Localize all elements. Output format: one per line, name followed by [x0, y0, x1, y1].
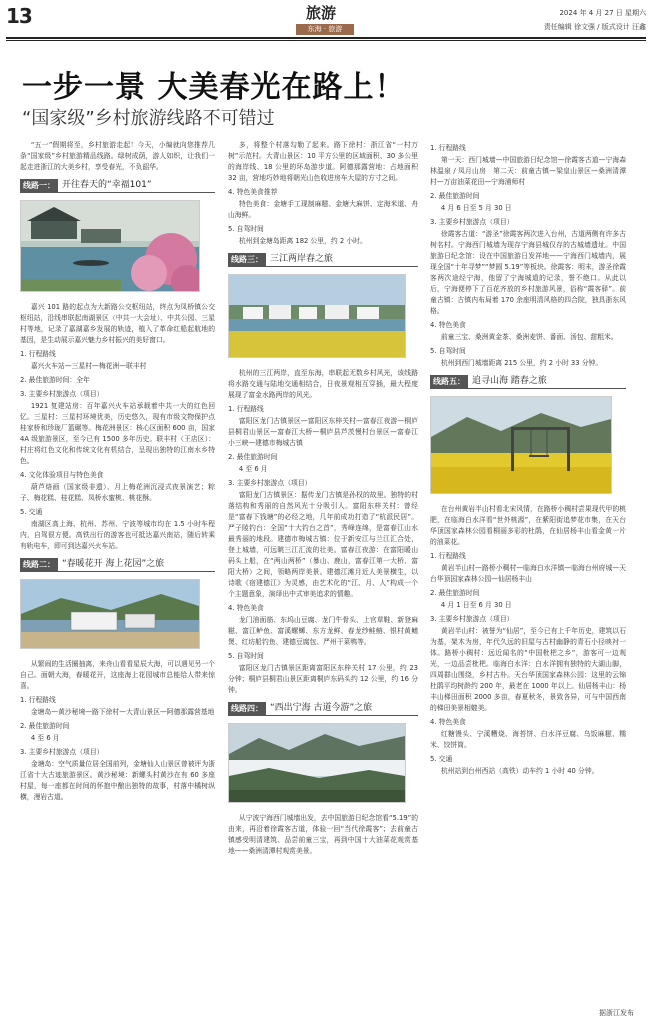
route-heading — [228, 702, 418, 716]
route-title: 开往春天的“幸福101” — [58, 179, 215, 193]
article-title: 一步一景 大美春光在路上！ — [22, 70, 406, 105]
item-heading: 2. 最佳旅游时间：全年 — [20, 376, 90, 384]
item-heading: 4. 文化体验项目与特色美食 — [20, 471, 104, 479]
route-heading — [228, 253, 418, 267]
item-heading: 3. 主要乡村旅游点（项目） — [20, 748, 104, 756]
route-intro: 在台州黄岩半山村看北宋风情，在路桥小稠村尝果现代甲的桃肥，在临海白水洋看“世外桃源”，在紫阳街追梦花市集，在天台华顶国家森林公园看桐丽多彩的杜鹃，在仙居杨丰山看金黄一片的油菜花。 — [430, 505, 626, 546]
intro-paragraph: “五一”假期将至，乡村旅游走起！今天，小编就向您推荐几条“国家级”乡村旅游精品线路。绿树成荫，游人如织，让我们一起走进浙江的大美乡村，享受春光，不负韶华。 — [20, 141, 215, 171]
route-tag: 线路五： — [430, 375, 468, 389]
item-heading: 1. 行程路线 — [20, 696, 56, 704]
item-text: 1921 复建站房：百年嘉兴火车站承载着中共一大的红色回忆。三星村：三星村环境优美，历史悠久，现有市级文物保护点桂家桥和珍珑厂篮碾等。梅花洲景区：核心区面积 600 亩，国家 4A 级旅游景区，至今已有 1500 多年历史。联丰村（王店区）：村庄将红色文化和传统文化有机结合，呈现出独特的江南水乡特色。 — [20, 402, 215, 465]
item-heading: 3. 主要乡村旅游点（项目） — [20, 390, 104, 398]
item-heading: 3. 主要乡村旅游点（项目） — [228, 479, 312, 487]
column-3 — [430, 140, 626, 779]
route-heading — [20, 558, 215, 572]
route5-photo — [430, 396, 612, 494]
route-intro: 嘉兴 101 路的起点为大新路公交枢纽站，终点为凤桥镇公交枢纽站，沿线串联起南湖景区（中共一大会址）、中共公园、三星村等地，记录了嘉湖嘉乡发展的轨迹，植入了革命红船起航地的基因，是生动展示嘉兴魅力乡村振兴的美好窗口。 — [20, 303, 215, 344]
route-title: “西出宁海 古道今游”之旅 — [266, 702, 418, 716]
item-heading: 5. 交通 — [430, 755, 453, 763]
route-tag: 线路一： — [20, 179, 58, 193]
editor-credits: 责任编辑 徐文强 / 版式设计 汪鑫 — [543, 23, 646, 31]
item-text: 黄岩半山村：被誉为“仙居”，至今已有上千年历史，建筑以石为基，架木为房，年代久远的旧屋与古村幽静的青石小径映衬一体。路桥小稠村：远近闻名的“中国枇杷之乡”，游客可一边观光，一边品尝枇杷。临海白水洋：白水洋拥有独特的大湖山脚，四周群山围绕，乡村古朴。天台华顶国家森林公园：这里的云锦杜鹃平均树龄约 200 年，最老在 1000 年以上。仙居杨丰山：杨丰山梯田面积 2000 多亩，春夏秋冬，景致各异，可与中国西南的梯田美景相媲美。 — [430, 627, 626, 712]
item-heading: 1. 行程路线 — [430, 552, 466, 560]
route-intro: 从宁波宁海西门城墙出发，去中国旅游日纪念馆看“5.19”的由来，再沿着徐霞客古道，体验一回“当代徐霞客”；去前童古镇感受明清建筑、品尝前童三宝，再到中国十大油菜花观赏基地——桑洲清潭村观赏美景。 — [228, 814, 418, 855]
item-heading: 2. 最佳旅游时间 — [20, 722, 70, 730]
item-heading: 2. 最佳旅游时间 — [228, 453, 278, 461]
route-intro: 杭州的三江两岸，直至东海，串联起无数乡村风光，该线路将水路交通与陆地交通相结合，日夜景观相互穿插，最大程度展现了富金水路两岸的风光。 — [228, 369, 418, 399]
item-heading: 4. 特色美食 — [430, 718, 466, 726]
item-text: 徐霞客古道：“游圣”徐霞客两次进入台州，古道两侧有许多古树名村。宁海西门城墙为现存宁海县城仅存的古城墙遗址。中国旅游日纪念馆：设在中国旅游日发祥地——宁海西门城墙内，展现全国“十年寻梦”“梦圆 5.19”等板块。徐霞客：明末，游圣徐霞客两次途经宁海，他留了宁海城道的记录，誉不绝口。从此以后，宁海便停下了百花齐放的乡村旅游风景，俗称“霞客驿”。前童古镇：古镇内布局着 170 余座明清风格的四合院，独具浙东风格。 — [430, 230, 626, 315]
continued-text: 多，将整个村落勾勒了起来。路下徐村：浙江省“一村万树”示范村。大青山景区：10 平方公里的区域面积、30 多公里的海岸线、18 公里的环岛游步道。阿德那露营地：占地面积 32 亩，营地巧妙地将朝光山色收进房车大屋的方寸之间。 — [228, 141, 418, 182]
byline: 据浙江发布 — [599, 1009, 634, 1017]
route-heading — [430, 375, 626, 389]
item-text: 金塘岛：空气质量位居全国前列，金塘仙人山景区曾被评为浙江省十大古迹旅游景区。黄沙秘境：新螺头村黄沙在有 60 多座村屋，每一座都在时间的怀抱中酿出独特的故事，村落中橘树纵横，漫岩古道。 — [20, 760, 215, 801]
item-text: 红糖馒头、宁溪糟烧、海苔饼、白水洋豆腐、乌饭麻糍、糯米、饺饼筒。 — [430, 730, 626, 749]
item-text: 富阳区龙门古镇景区距离富阳区东梓关村 17 公里，约 23 分钟；桐庐县桐君山景区距离桐庐东码头约 12 公里，约 16 分钟。 — [228, 664, 418, 694]
item-text: 南湖区高上海、杭州、苏州、宁波等城市均在 1.5 小时车程内，自驾很方便。高铁出行的游客也可抵达嘉兴南站，随后转乘有轨电车，即可到达嘉兴火车站。 — [20, 520, 215, 550]
item-heading: 1. 行程路线 — [430, 144, 466, 152]
route4-photo — [228, 723, 406, 803]
item-text: 杭州到西门城墙距离 215 公里，约 2 小时 33 分钟。 — [440, 359, 603, 367]
route-tag: 线路三： — [228, 253, 266, 267]
issue-date: 2024 年 4 月 27 日 星期六 — [559, 9, 646, 17]
item-text: 前童三宝、桑洲黄金茶、桑洲麦饼、番面、汤包、甜粗米。 — [440, 333, 618, 341]
section-logo: 东海 · 旅游 — [296, 24, 354, 35]
item-text: 富阳龙门古镇景区：据传龙门古镇是孙权的故里。独特的村落结构和秀丽的自然风光十分吸引人。富阳东梓关村：曾经是“富春下钱塘”的必经之地，几年前成功打造了“杭派民居”。严子陵钓台：全国“十大钓台之首”，秀峰连绵，是富春江山水最秀丽的地段。建德市梅城古镇：位于新安江与兰江汇合处，登上城墙，可远眺三江汇流的壮美。富春江夜游：在富阳暖山码头上船，在“两山两桥”（暴山、鹿山，富春江第一大桥、富阳大桥）之间，领略两岸美景。建德江滩月近人美景横生，以诗歌《宿建德江》为灵感，由艺术化的“江、月、人”构成一个个主题意象，演绎出中式审美追求的情趣。 — [228, 491, 418, 598]
header-rule — [6, 37, 646, 39]
item-text: 富阳区龙门古镇景区—富阳区东梓关村—富春江夜游—桐庐县桐君山景区—富春江大桥—桐庐县芦茨慢村台景区—富春江小三峡—建德市梅城古镇 — [228, 417, 418, 447]
item-text: 4 月 1 日至 6 月 30 日 — [440, 601, 512, 609]
column-1 — [20, 140, 215, 805]
route-tag: 线路四： — [228, 702, 266, 716]
item-heading: 2. 最佳旅游时间 — [430, 589, 480, 597]
item-text: 杭州到金塘岛距离 182 公里，约 2 小时。 — [238, 237, 367, 245]
item-text: 特色美食：金塘手工现制麻糍、金塘大麻饼、定海米道、舟山海鲜。 — [228, 200, 418, 219]
route2-photo — [20, 579, 200, 649]
item-heading: 4. 特色美食推荐 — [228, 188, 278, 196]
route3-photo — [228, 274, 406, 358]
route-intro: 从繁闹的生活圈抽离，来舟山看看星辰大海，可以遇见另一个自己。面朝大海，春暖花开，这座海上花园城市总能给人带来惊喜。 — [20, 660, 215, 690]
item-heading: 3. 主要乡村旅游点（项目） — [430, 615, 514, 623]
route-title: “春暖花开 海上花园”之旅 — [58, 558, 215, 572]
item-heading: 5. 自驾时间 — [228, 652, 264, 660]
item-heading: 4. 特色美食 — [228, 604, 264, 612]
column-2 — [228, 140, 418, 859]
route-tag: 线路二： — [20, 558, 58, 572]
item-text: 黄岩半山村—路桥小稠村—临海白水洋镇—临海台州府城—天台华顶国家森林公园—仙居杨丰山 — [430, 564, 626, 583]
item-heading: 3. 主要乡村旅游点（项目） — [430, 218, 514, 226]
item-heading: 2. 最佳旅游时间 — [430, 192, 480, 200]
item-text: 4 至 6 月 — [30, 734, 60, 742]
route1-photo — [20, 200, 200, 292]
page-number: 13 — [6, 4, 32, 28]
item-text: 嘉兴火车站—三星村—梅花洲—联丰村 — [30, 362, 147, 370]
item-heading: 1. 行程路线 — [20, 350, 56, 358]
header-rule-thin — [6, 40, 646, 41]
item-text: 第一天：西门城墙—中国旅游日纪念馆—徐霞客古道—宁海森林温泉 / 凤月山房 第二天：前童古镇—梁皇山景区—桑洲清潭村—万亩油菜花田—宁海浦师村 — [430, 156, 626, 186]
item-heading: 4. 特色美食 — [430, 321, 466, 329]
item-text: 杭州站到台州西站（高铁）动车约 1 小时 40 分钟。 — [440, 767, 599, 775]
item-heading: 5. 自驾时间 — [228, 225, 264, 233]
item-heading: 5. 自驾时间 — [430, 347, 466, 355]
item-text: 4 至 6 月 — [238, 465, 268, 473]
item-text: 金塘岛—黄沙秘境—路下徐村—大青山景区—阿德那露营基地 — [30, 708, 215, 716]
item-heading: 1. 行程路线 — [228, 405, 264, 413]
route-heading — [20, 179, 215, 193]
item-text: 4 月 6 日至 5 月 30 日 — [440, 204, 512, 212]
item-text: 葫芦烙画（国家级非遗）、月上梅花洲沉浸式夜景演艺；粽子、梅花糕、桂花糕、凤桥水蜜桃、桃花酥。 — [20, 483, 215, 502]
page-header — [0, 0, 652, 40]
section-name: 旅游 — [306, 4, 337, 22]
item-heading: 5. 交通 — [20, 508, 43, 516]
route-title: 三江两岸春之旅 — [266, 253, 418, 267]
route-title: 追寻山海 踏春之旅 — [468, 375, 626, 389]
article-subtitle: “国家级”乡村旅游线路不可错过 — [22, 108, 275, 129]
item-text: 龙门油面筋、东坞山豆腐、龙门牛骨头、上官草鞋、新登麻糍、富江鲈鱼、富溪螺蛳、东方龙鲜、春龙纱鲑鲢、银村黄鳝煲、红坊船钓鱼、建德豆腐包、严州干菜鸭等。 — [228, 616, 418, 646]
